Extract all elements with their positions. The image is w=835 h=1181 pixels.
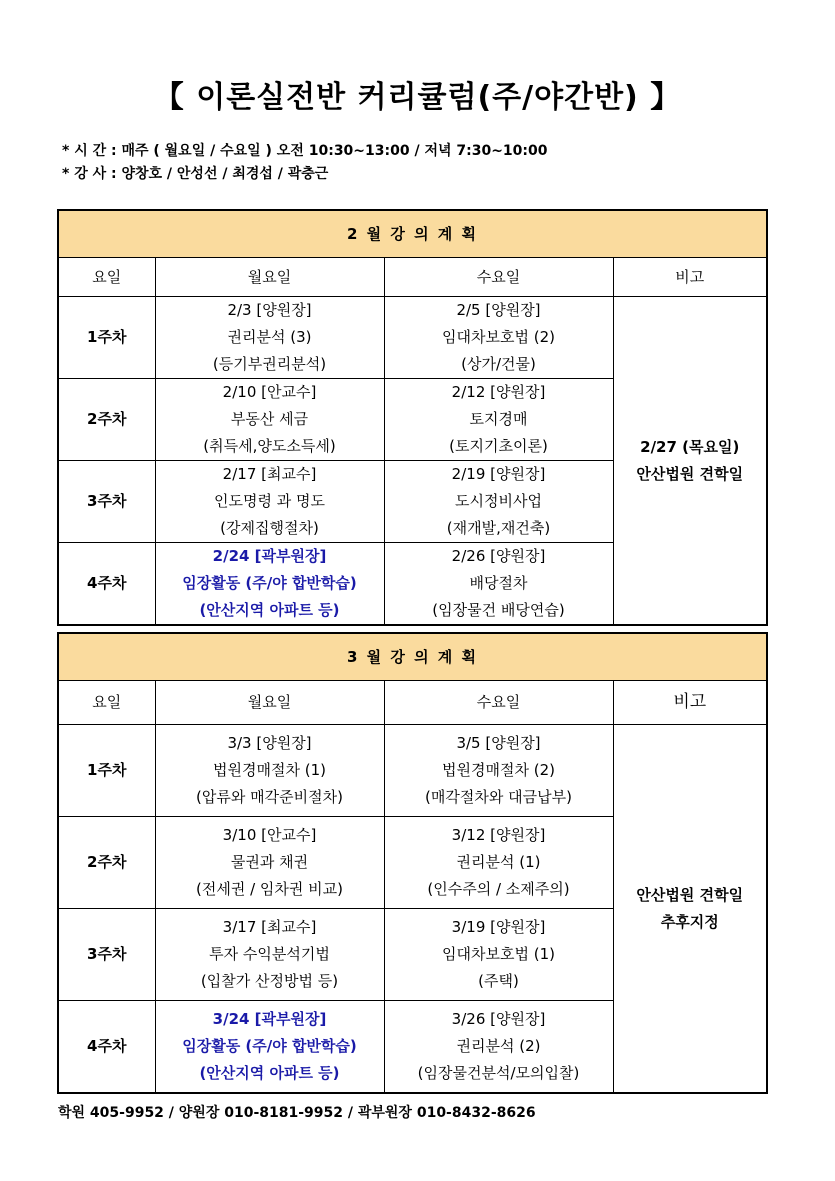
page-title: 【 이론실전반 커리큘럼(주/야간반) 】 — [153, 80, 682, 115]
lesson-detail: (취득세,양도소득세) — [203, 437, 336, 455]
monday-lesson — [155, 461, 384, 543]
lesson-topic: 토지경매 — [469, 410, 528, 428]
february-header-row — [58, 210, 767, 258]
monday-lesson — [155, 297, 384, 379]
lesson-topic: 인도명령 과 명도 — [214, 492, 325, 510]
lesson-date: 3/10 [안교수] — [222, 826, 317, 844]
lesson-detail: (인수주의 / 소제주의) — [427, 880, 570, 898]
march-header: 3 월 강 의 계 획 — [58, 633, 767, 681]
column-remark: 비고 — [613, 258, 767, 297]
lesson-date: 2/19 [양원장] — [451, 465, 546, 483]
column-day: 요일 — [58, 258, 155, 297]
lesson-topic: 임장활동 (주/야 합반학습) — [182, 574, 357, 592]
lesson-detail: (전세권 / 임차권 비교) — [196, 880, 343, 898]
week-label: 1주차 — [58, 297, 155, 379]
march-remark — [613, 725, 767, 1094]
lesson-date: 3/26 [양원장] — [451, 1010, 546, 1028]
wednesday-lesson — [384, 379, 613, 461]
monday-lesson — [155, 817, 384, 909]
lesson-date: 3/12 [양원장] — [451, 826, 546, 844]
lesson-detail: (상가/건물) — [461, 355, 536, 373]
wednesday-lesson — [384, 1001, 613, 1094]
february-plan-table — [57, 209, 768, 626]
remark-line: 추후지정 — [660, 912, 719, 931]
monday-lesson — [155, 909, 384, 1001]
lecturer-info: * 강 사 : 양창호 / 안성선 / 최경섭 / 곽충근 — [62, 166, 329, 182]
monday-lesson — [155, 379, 384, 461]
lesson-date: 3/3 [양원장] — [227, 734, 312, 752]
column-remark: 비고 — [613, 681, 767, 725]
remark-line: 안산법원 견학일 — [636, 464, 744, 483]
column-wednesday: 수요일 — [384, 681, 613, 725]
february-remark — [613, 297, 767, 626]
lesson-detail: (강제집행절차) — [220, 519, 319, 537]
week-label: 1주차 — [58, 725, 155, 817]
lesson-date: 3/5 [양원장] — [456, 734, 541, 752]
march-header-row — [58, 633, 767, 681]
column-wednesday: 수요일 — [384, 258, 613, 297]
wednesday-lesson — [384, 817, 613, 909]
lesson-date: 2/3 [양원장] — [227, 301, 312, 319]
february-header: 2 월 강 의 계 획 — [58, 210, 767, 258]
lesson-topic: 도시정비사업 — [455, 492, 542, 510]
lesson-topic: 임장활동 (주/야 합반학습) — [182, 1037, 357, 1055]
wednesday-lesson — [384, 461, 613, 543]
wednesday-lesson — [384, 909, 613, 1001]
lesson-topic: 부동산 세금 — [230, 410, 309, 428]
february-column-header-row — [58, 258, 767, 297]
lesson-date: 2/12 [양원장] — [451, 383, 546, 401]
lesson-detail: (안산지역 아파트 등) — [199, 1064, 340, 1082]
lesson-date: 2/26 [양원장] — [451, 547, 546, 565]
monday-lesson — [155, 725, 384, 817]
wednesday-lesson — [384, 725, 613, 817]
lesson-detail: (재개발,재건축) — [446, 519, 551, 537]
lesson-topic: 물권과 채권 — [230, 853, 309, 871]
lesson-date: 2/24 [곽부원장] — [212, 547, 327, 565]
week-label: 4주차 — [58, 1001, 155, 1094]
lesson-topic: 배당절차 — [469, 574, 528, 592]
lesson-date: 3/19 [양원장] — [451, 918, 546, 936]
week-label: 3주차 — [58, 461, 155, 543]
schedule-info: * 시 간 : 매주 ( 월요일 / 수요일 ) 오전 10:30~13:00 / 저녁 7:30~10:00 — [62, 143, 548, 159]
lesson-detail: (입찰가 산정방법 등) — [200, 972, 339, 990]
lesson-topic: 권리분석 (3) — [227, 328, 312, 346]
week-label: 2주차 — [58, 379, 155, 461]
lesson-date: 2/10 [안교수] — [222, 383, 317, 401]
lesson-topic: 법원경매절차 (2) — [442, 761, 555, 779]
lesson-detail: (임장물건분석/모의입찰) — [417, 1064, 580, 1082]
column-day: 요일 — [58, 681, 155, 725]
lesson-date: 3/17 [최교수] — [222, 918, 317, 936]
remark-line: 2/27 (목요일) — [640, 437, 740, 456]
remark-line: 안산법원 견학일 — [636, 885, 744, 904]
lesson-date: 3/24 [곽부원장] — [212, 1010, 327, 1028]
lesson-topic: 법원경매절차 (1) — [213, 761, 326, 779]
lesson-topic: 투자 수익분석기법 — [209, 945, 330, 963]
column-monday: 월요일 — [155, 258, 384, 297]
lesson-detail: (압류와 매각준비절차) — [196, 788, 343, 806]
lesson-detail: (임장물건 배당연습) — [432, 601, 565, 619]
march-column-header-row — [58, 681, 767, 725]
lesson-topic: 권리분석 (1) — [456, 853, 541, 871]
lesson-date: 2/5 [양원장] — [456, 301, 541, 319]
week-label: 3주차 — [58, 909, 155, 1001]
march-plan-table — [57, 632, 768, 1094]
lesson-topic: 권리분석 (2) — [456, 1037, 541, 1055]
lesson-detail: (주택) — [478, 972, 519, 990]
lesson-detail: (매각절차와 대금납부) — [425, 788, 572, 806]
table-row — [58, 297, 767, 379]
table-row — [58, 725, 767, 817]
lesson-date: 2/17 [최교수] — [222, 465, 317, 483]
lesson-topic: 임대차보호법 (1) — [442, 945, 555, 963]
lesson-topic: 임대차보호법 (2) — [442, 328, 555, 346]
week-label: 2주차 — [58, 817, 155, 909]
week-label: 4주차 — [58, 543, 155, 626]
wednesday-lesson — [384, 543, 613, 626]
lesson-detail: (안산지역 아파트 등) — [199, 601, 340, 619]
lesson-detail: (등기부권리분석) — [212, 355, 327, 373]
monday-lesson — [155, 543, 384, 626]
contact-footer: 학원 405-9952 / 양원장 010-8181-9952 / 곽부원장 010-8432-8626 — [58, 1105, 536, 1121]
lesson-detail: (토지기초이론) — [449, 437, 548, 455]
wednesday-lesson — [384, 297, 613, 379]
monday-lesson — [155, 1001, 384, 1094]
column-monday: 월요일 — [155, 681, 384, 725]
